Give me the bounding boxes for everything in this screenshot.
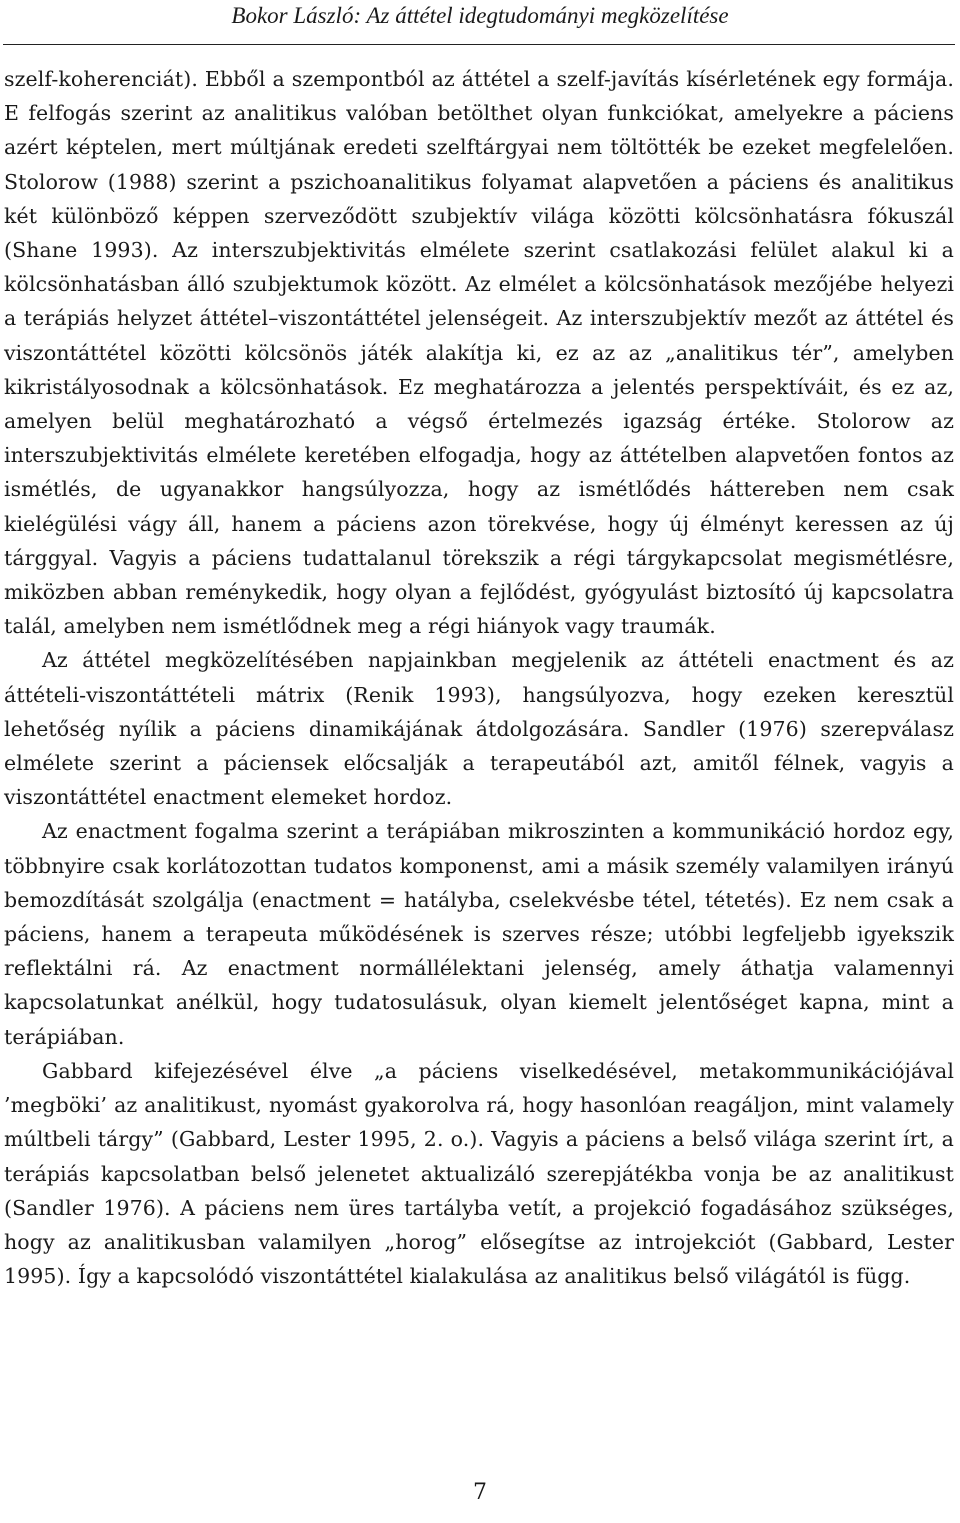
page-number: 7 [473, 1480, 487, 1505]
paragraph: Gabbard kifejezésével élve „a páciens viselkedésével, metakommunikációjával ’megböki’ az analitikust, nyomást gyakorolva rá, hogy hasonlóan reagáljon, mint valamely múltbeli tárgy” (Gabbard, Lester 1995, 2. o.). Vagyis a páciens a belső világa szerint írt, a terápiás kapcsolatban belső jelenetet aktualizáló szerepjátékba vonja be az analitikust (Sandler 1976). A páciens nem üres tartályba vetít, a projekció fogadásához szükséges, hogy az analitikusban valamilyen „horog” elősegítse az introjekciót (Gabbard, Lester 1995). Így a kapcsolódó viszontáttétel kialakulása az analitikus belső világától is függ. [4, 1058, 954, 1289]
running-header: Bokor László: Az áttétel idegtudományi megközelítése [231, 3, 729, 28]
paragraph: Az áttétel megközelítésében napjainkban megjelenik az áttételi enactment és az áttételi-viszontáttételi mátrix (Renik 1993), hangsúlyozva, hogy ezeken keresztül lehetőség nyílik a páciens dinamikájának átdolgozására. Sandler (1976) szerepválasz elmélete szerint a páciensek előcsalják a terapeutából azt, amitől félnek, vagyis a viszontáttétel enactment elemeket hordoz. [4, 648, 954, 810]
paragraph: Az enactment fogalma szerint a terápiában mikroszinten a kommunikáció hordoz egy, többnyire csak korlátozottan tudatos komponenst, ami a másik személy valamilyen irányú bemozdítását szolgálja (enactment = hatályba, cselekvésbe tétel, tétetés). Ez nem csak a páciens, hanem a terapeuta működésének is szerves része; utóbbi legfeljebb igyekszik reflektálni rá. Az enactment normállélektani jelenség, amely áthatja valamennyi kapcsolatunkat anélkül, hogy tudatosulásuk, olyan kiemelt jelentőséget kapna, mint a terápiában. [4, 819, 954, 1049]
header-rule [3, 44, 955, 45]
paragraph: szelf-koherenciát). Ebből a szempontból az áttétel a szelf-javítás kísérletének egy formája. E felfogás szerint az analitikus valóban betölthet olyan funkciókat, amelyekre a páciens azért képtelen, mert múltjának eredeti szelftárgyai nem töltötték be ezeket megfelelően. Stolorow (1988) szerint a pszichoanalitikus folyamat alapvetően a páciens és analitikus két különböző képpen szerveződött szubjektív világa közötti kölcsönhatásra fókuszál (Shane 1993). Az interszubjektivitás elmélete szerint csatlakozási felület alakul ki a kölcsönhatásban álló szubjektumok között. Az elmélet a kölcsönhatások mezőjébe helyezi a terápiás helyzet áttétel–viszontáttétel jelenségeit. Az interszubjektív mezőt az áttétel és viszontáttétel közötti kölcsönös játék alakítja ki, ez az az „analitikus tér”, amelyben kikristályosodnak a kölcsönhatások. Ez meghatározza a jelentés perspektíváit, és ez az, amelyen belül meghatározható a végső értelmezés igazság értéke. Stolorow az interszubjektivitás elmélete keretében elfogadja, hogy az áttételben alapvetően fontos az ismétlés, de ugyanakkor hangsúlyozza, hogy az ismétlődés háttereben nem csak kielégülési vágy áll, hanem a páciens azon törekvése, hogy új élményt keressen az új tárggyal. Vagyis a páciens tudattalanul törekszik a régi tárgykapcsolat megismétlésre, miközben abban reménykedik, hogy olyan a fejlődést, gyógyulást biztosító új kapcsolatra talál, amelyben nem ismétlődnek meg a régi hiányok vagy traumák. [4, 67, 954, 639]
body-text [4, 62, 954, 1293]
